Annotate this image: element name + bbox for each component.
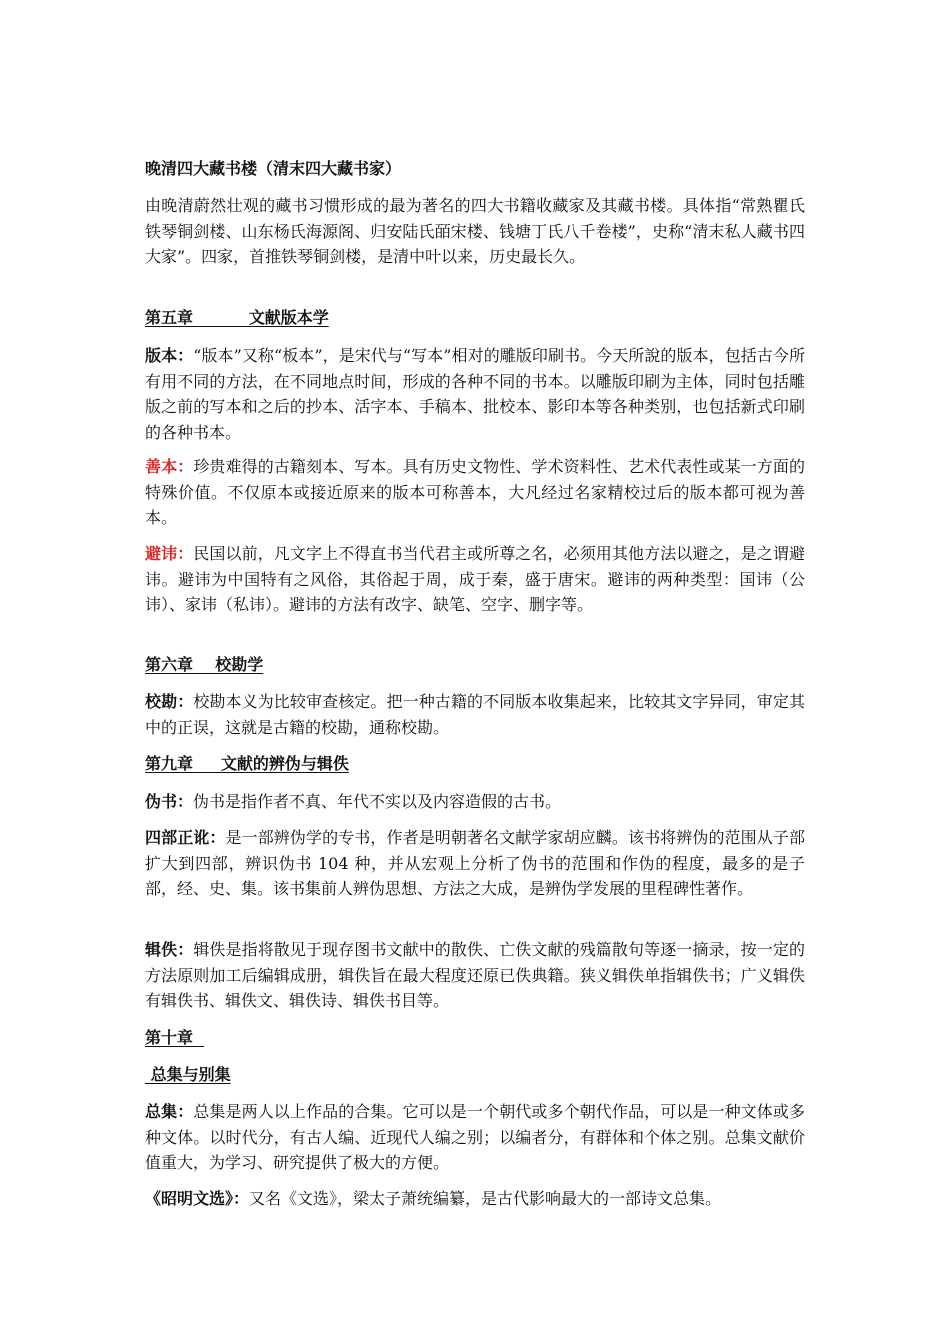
zongji-text: 总集是两人以上作品的合集。它可以是一个朝代或多个朝代作品，可以是一种文体或多种文体。以时代分，有古人编、近现代人编之别；以编者分，有群体和个体之别。总集文献价值重大，为学习、研究提供了极大的方便。 [145, 1102, 805, 1172]
shanben-text: 珍贵难得的古籍刻本、写本。具有历史文物性、学术资料性、艺术代表性或某一方面的特殊价值。不仅原本或接近原来的版本可称善本，大凡经过名家精校过后的版本都可视为善本。 [145, 457, 805, 527]
chapter-5-heading: 第五章 文献版本学 [145, 308, 329, 327]
chapter-10-subheading: 总集与别集 [145, 1065, 231, 1084]
weishu-term: 伪书： [145, 792, 194, 811]
jiaokan-paragraph [145, 689, 805, 740]
chapter-10-heading: 第十章 [145, 1028, 205, 1047]
bihui-term: 避讳： [145, 544, 194, 563]
jiyi-term: 辑佚： [145, 940, 194, 959]
jiyi-text: 辑佚是指将散见于现存图书文献中的散佚、亡佚文献的残篇散句等逐一摘录，按一定的方法原则加工后编辑成册，辑佚旨在最大程度还原已佚典籍。狭义辑佚单指辑佚书；广义辑佚有辑佚书、辑佚文、辑佚诗、辑佚书目等。 [145, 940, 805, 1010]
shanben-term: 善本： [145, 457, 194, 476]
shanben-paragraph [145, 454, 805, 531]
zongji-term: 总集： [145, 1102, 194, 1121]
jiyi-paragraph [145, 937, 805, 1014]
weishu-paragraph [145, 789, 805, 815]
zhaoming-paragraph [145, 1186, 805, 1212]
chapter-6-heading: 第六章 校勘学 [145, 655, 264, 674]
banben-paragraph [145, 343, 805, 445]
zhaoming-term: 《昭明文选》： [145, 1189, 250, 1208]
sibu-term: 四部正讹： [145, 828, 226, 847]
intro-text: 由晚清蔚然壮观的藏书习惯形成的最为著名的四大书籍收藏家及其藏书楼。具体指“常熟瞿氏铁琴铜剑楼、山东杨氏海源阁、归安陆氏皕宋楼、钱塘丁氏八千卷楼”，史称“清末私人藏书四大家”。四家，首推铁琴铜剑楼，是清中叶以来，历史最长久。 [145, 196, 805, 266]
weishu-text: 伪书是指作者不真、年代不实以及内容造假的古书。 [193, 792, 562, 811]
intro-heading: 晚清四大藏书楼（清末四大藏书家） [145, 159, 402, 178]
bihui-text: 民国以前，凡文字上不得直书当代君主或所尊之名，必须用其他方法以避之，是之谓避讳。避讳为中国特有之风俗，其俗起于周，成于秦，盛于唐宋。避讳的两种类型：国讳（公讳）、家讳（私讳）。避讳的方法有改字、缺笔、空字、删字等。 [145, 544, 805, 614]
intro-paragraph [145, 193, 805, 270]
sibu-text: 是一部辨伪学的专书，作者是明朝著名文献学家胡应麟。该书将辨伪的范围从子部扩大到四部，辨识伪书 104 种，并从宏观上分析了伪书的范围和作伪的程度，最多的是子部，经、史、集。该书集前人辨伪思想、方法之大成，是辨伪学发展的里程碑性著作。 [145, 828, 805, 898]
zhaoming-text: 又名《文选》，梁太子萧统编纂，是古代影响最大的一部诗文总集。 [249, 1189, 722, 1208]
chapter-9-heading: 第九章 文献的辨伪与辑佚 [145, 754, 349, 773]
zongji-paragraph [145, 1099, 805, 1176]
jiaokan-text: 校勘本义为比较审查核定。把一种古籍的不同版本收集起来，比较其文字异同，审定其中的正误，这就是古籍的校勘，通称校勘。 [145, 692, 805, 737]
banben-term: 版本： [145, 346, 194, 365]
sibu-paragraph [145, 825, 805, 902]
jiaokan-term: 校勘： [145, 692, 194, 711]
bihui-paragraph [145, 541, 805, 618]
banben-text: “版本”又称“板本”，是宋代与“写本”相对的雕版印刷书。今天所說的版本，包括古今所有用不同的方法，在不同地点时间，形成的各种不同的书本。以雕版印刷为主体，同时包括雕版之前的写本和之后的抄本、活字本、手稿本、批校本、影印本等各种类别，也包括新式印刷的各种书本。 [145, 346, 805, 442]
